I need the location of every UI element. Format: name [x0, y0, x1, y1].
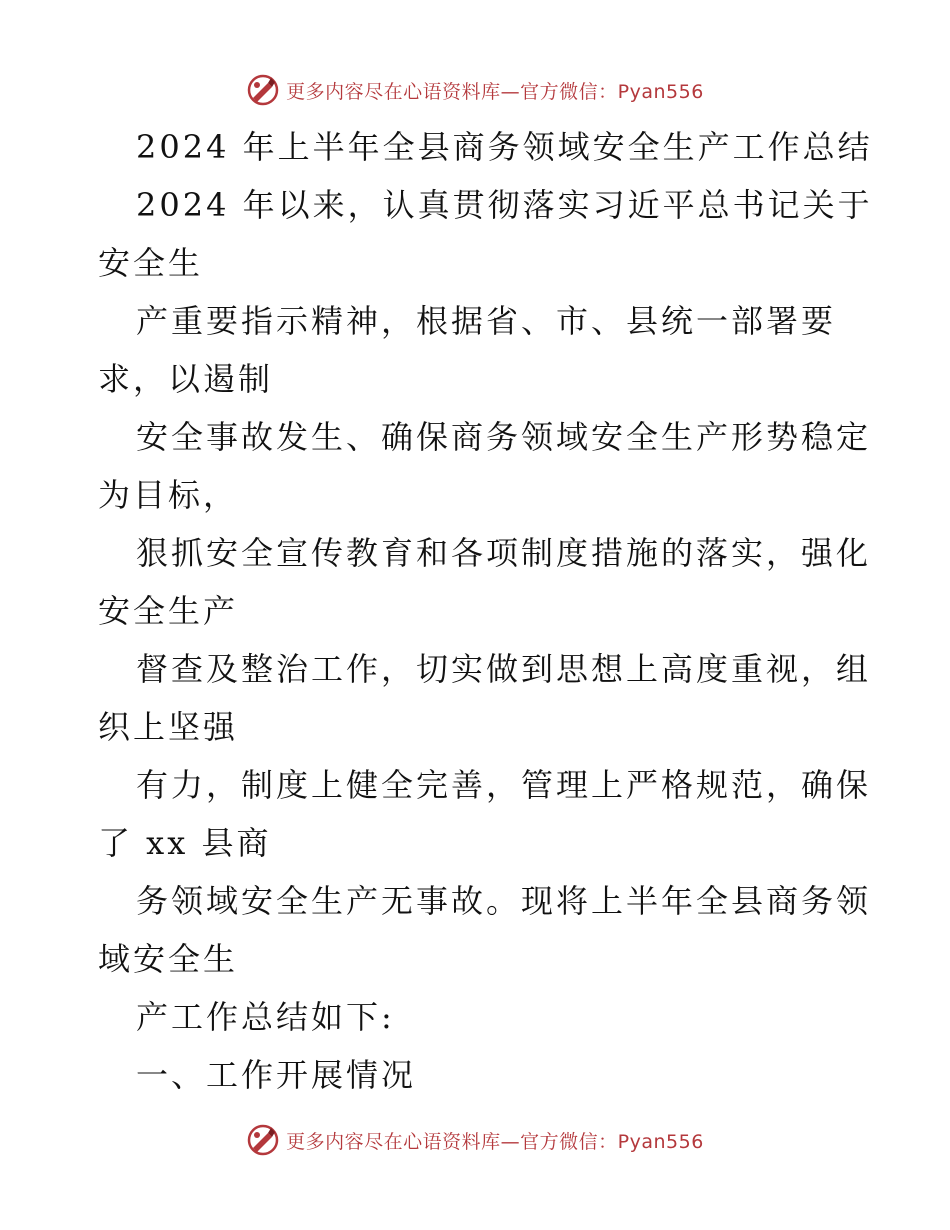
- section-heading: 一、工作开展情况: [136, 1056, 417, 1094]
- paragraph-line: 督查及整治工作，切实做到思想上高度重视，组: [136, 650, 872, 688]
- paragraph-line: 域安全生: [98, 940, 239, 978]
- footer-banner: [0, 1120, 950, 1160]
- logo-icon: [246, 73, 280, 107]
- header-banner: [0, 70, 950, 110]
- banner-text: 更多内容尽在心语资料库—官方微信：Pyan556: [286, 1130, 704, 1153]
- document-title: 2024 年上半年全县商务领域安全生产工作总结: [136, 128, 873, 166]
- paragraph-line: 2024 年以来，认真贯彻落实习近平总书记关于: [136, 186, 873, 224]
- document-body: [98, 118, 873, 1104]
- paragraph-line: 产重要指示精神，根据省、市、县统一部署要: [136, 302, 837, 340]
- paragraph-line: 狠抓安全宣传教育和各项制度措施的落实，强化: [136, 534, 872, 572]
- paragraph-line: 务领域安全生产无事故。现将上半年全县商务领: [136, 882, 872, 920]
- logo-icon: [246, 1123, 280, 1157]
- paragraph-line: 有力，制度上健全完善，管理上严格规范，确保: [136, 766, 872, 804]
- paragraph-line: 为目标，: [98, 476, 239, 514]
- banner-text: 更多内容尽在心语资料库—官方微信：Pyan556: [286, 80, 704, 103]
- paragraph-line: 安全事故发生、确保商务领域安全生产形势稳定: [136, 418, 872, 456]
- paragraph-line: 求，以遏制: [98, 360, 274, 398]
- paragraph-line: 安全生产: [98, 592, 239, 630]
- paragraph-line: 织上坚强: [98, 708, 239, 746]
- paragraph-line: 产工作总结如下:: [136, 998, 395, 1036]
- paragraph-line: 了 xx 县商: [98, 824, 272, 862]
- paragraph-line: 安全生: [98, 244, 204, 282]
